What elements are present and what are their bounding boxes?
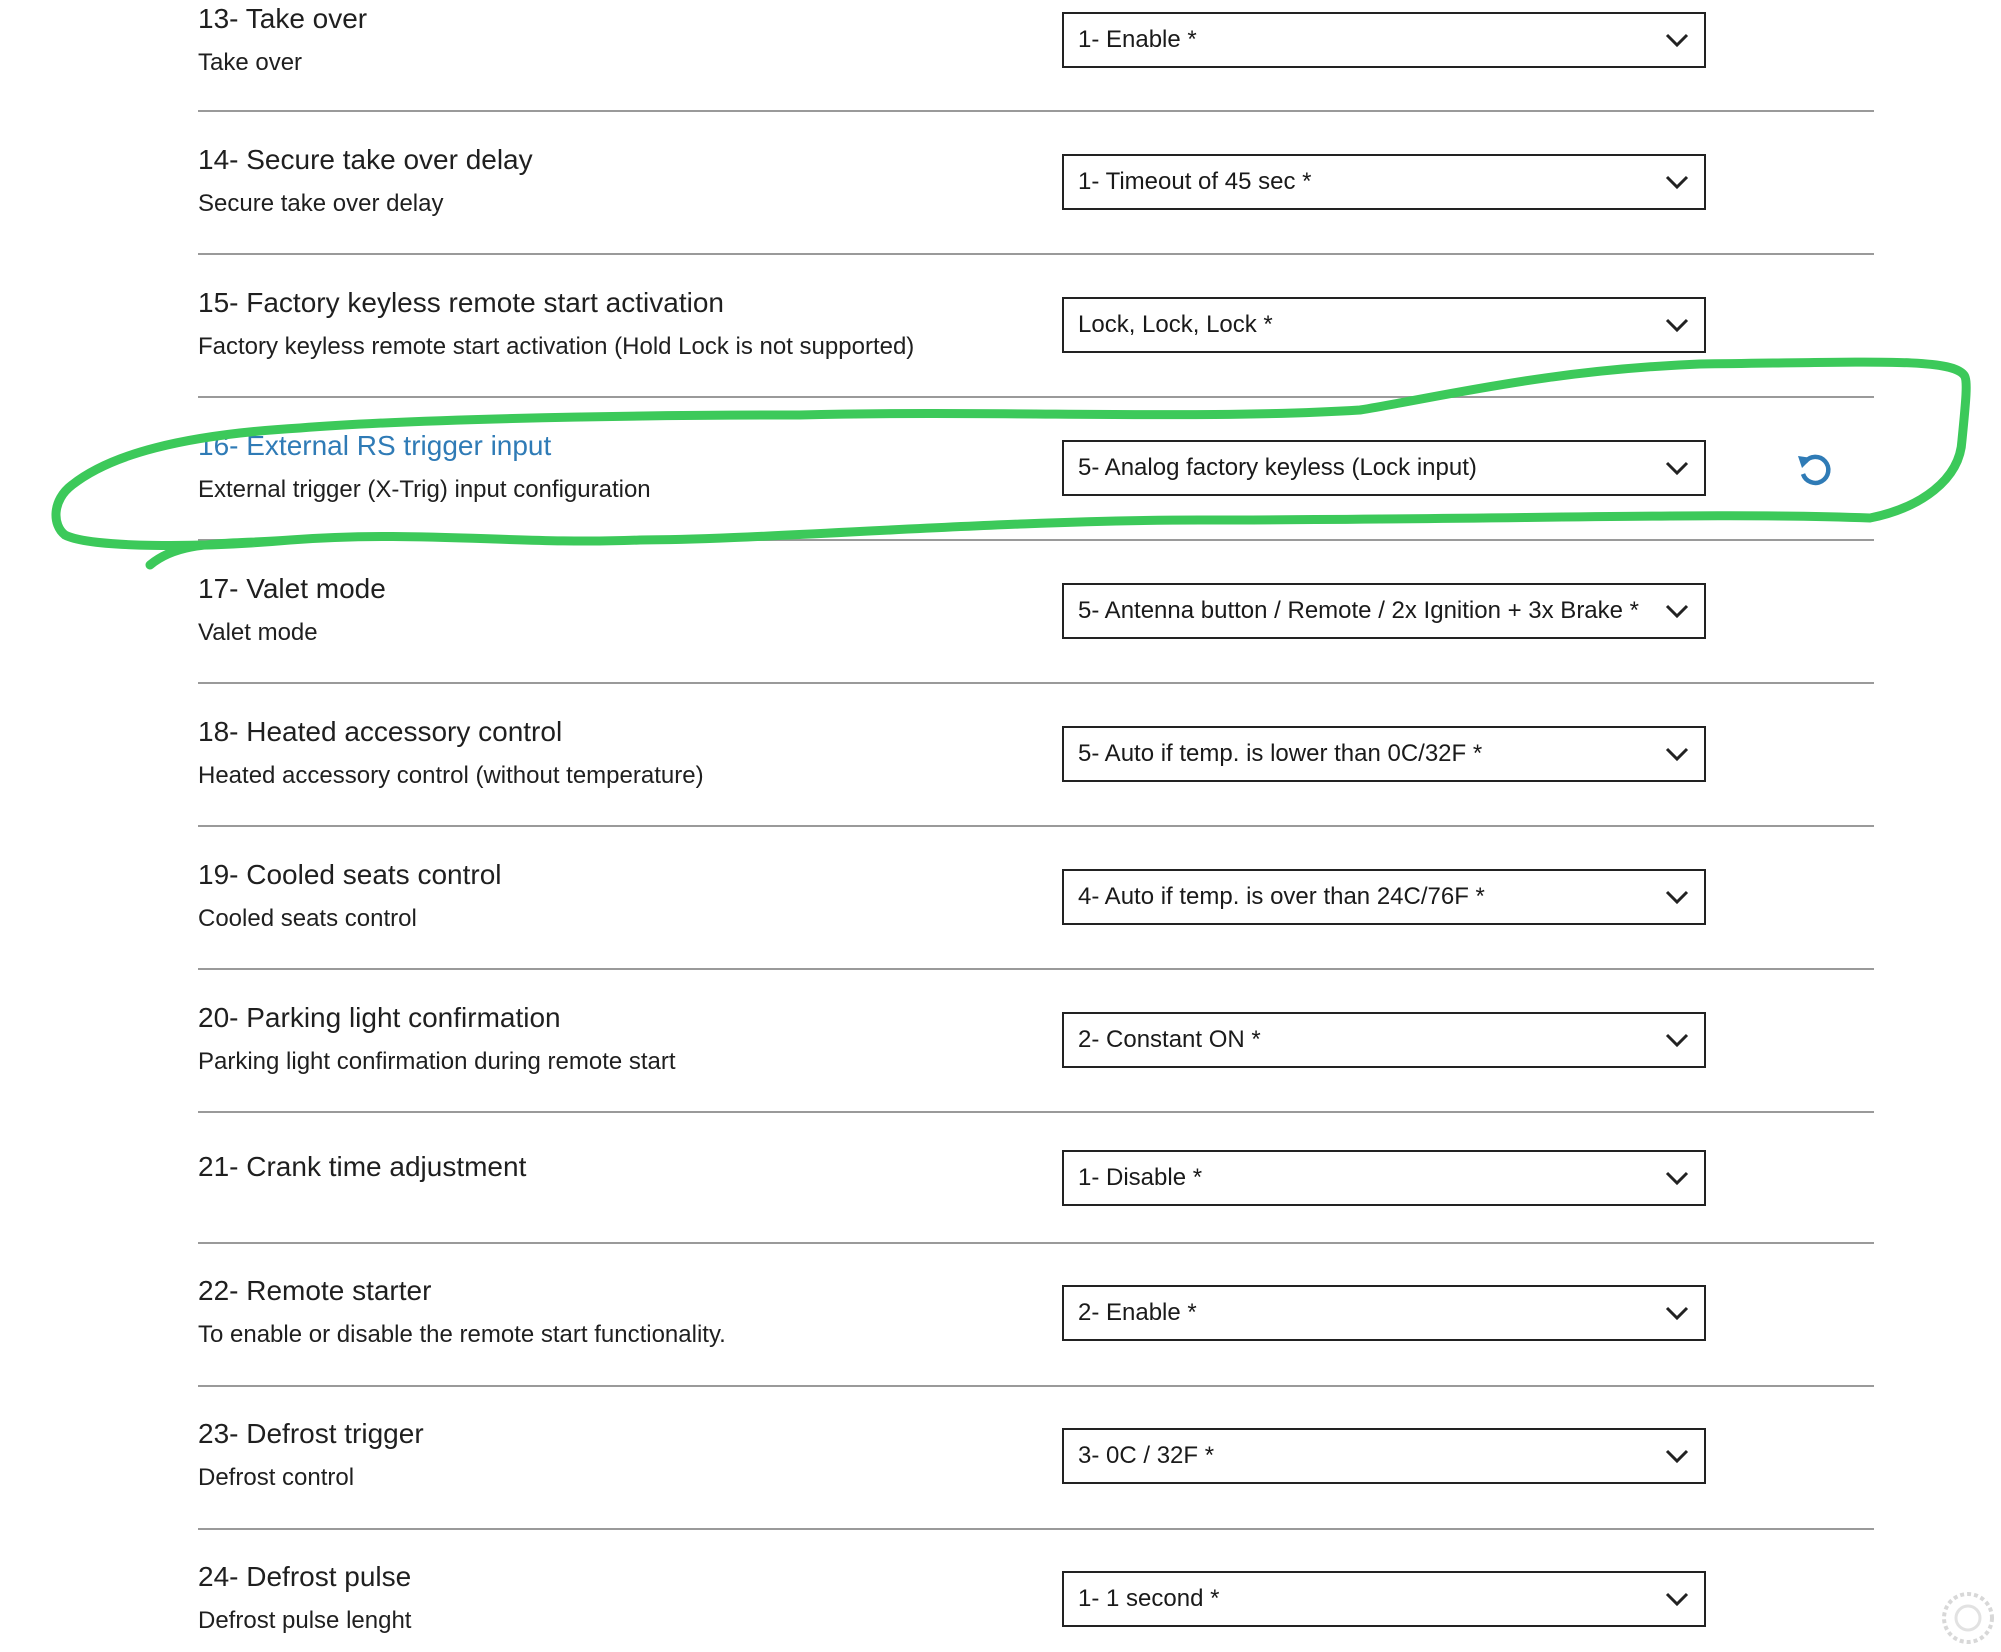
row-divider	[198, 396, 1874, 398]
select-value: 1- 1 second *	[1078, 1585, 1220, 1612]
row-divider	[198, 682, 1874, 684]
chevron-down-icon	[1664, 172, 1690, 192]
setting-title: 17- Valet mode	[198, 573, 386, 604]
row-divider	[198, 539, 1874, 541]
select-value: Lock, Lock, Lock *	[1078, 311, 1273, 338]
row-divider	[198, 1111, 1874, 1113]
setting-title: 20- Parking light confirmation	[198, 1002, 561, 1033]
setting-select-14[interactable]	[1062, 154, 1706, 210]
select-value: 5- Auto if temp. is lower than 0C/32F *	[1078, 740, 1483, 767]
row-divider	[198, 1385, 1874, 1387]
setting-description: Defrost pulse lenght	[198, 1607, 412, 1634]
select-value: 4- Auto if temp. is over than 24C/76F *	[1078, 883, 1485, 910]
setting-title: 23- Defrost trigger	[198, 1418, 424, 1449]
setting-title: 13- Take over	[198, 3, 368, 34]
select-value: 5- Antenna button / Remote / 2x Ignition + 3x Brake *	[1078, 597, 1640, 624]
chevron-down-icon	[1664, 1589, 1690, 1609]
setting-select-16[interactable]	[1062, 440, 1706, 496]
setting-select-20[interactable]	[1062, 1012, 1706, 1068]
select-value: 2- Constant ON *	[1078, 1026, 1261, 1053]
setting-description: Secure take over delay	[198, 190, 444, 217]
chevron-down-icon	[1664, 601, 1690, 621]
row-divider	[198, 1528, 1874, 1530]
setting-title: 14- Secure take over delay	[198, 144, 533, 175]
row-divider	[198, 825, 1874, 827]
chevron-down-icon	[1664, 1168, 1690, 1188]
setting-description: Parking light confirmation during remote start	[198, 1048, 676, 1075]
chevron-down-icon	[1664, 30, 1690, 50]
select-value: 1- Disable *	[1078, 1164, 1203, 1191]
setting-title: 21- Crank time adjustment	[198, 1151, 527, 1182]
setting-title: 18- Heated accessory control	[198, 716, 563, 747]
select-value: 2- Enable *	[1078, 1299, 1197, 1326]
row-divider	[198, 1242, 1874, 1244]
setting-description: To enable or disable the remote start functionality.	[198, 1321, 726, 1348]
reset-icon[interactable]	[1795, 450, 1835, 490]
row-divider	[198, 253, 1874, 255]
setting-title-modified[interactable]: 16- External RS trigger input	[198, 430, 552, 461]
chevron-down-icon	[1664, 458, 1690, 478]
setting-select-15[interactable]	[1062, 297, 1706, 353]
setting-description: External trigger (X-Trig) input configuration	[198, 476, 651, 503]
chevron-down-icon	[1664, 315, 1690, 335]
chevron-down-icon	[1664, 1303, 1690, 1323]
setting-select-19[interactable]	[1062, 869, 1706, 925]
setting-description: Valet mode	[198, 619, 318, 646]
chevron-down-icon	[1664, 1446, 1690, 1466]
setting-title: 22- Remote starter	[198, 1275, 432, 1306]
setting-title: 15- Factory keyless remote start activation	[198, 287, 724, 318]
select-value: 1- Enable *	[1078, 26, 1197, 53]
setting-select-13[interactable]	[1062, 12, 1706, 68]
setting-select-24[interactable]	[1062, 1571, 1706, 1627]
setting-select-17[interactable]	[1062, 583, 1706, 639]
row-divider	[198, 968, 1874, 970]
chevron-down-icon	[1664, 887, 1690, 907]
select-value: 5- Analog factory keyless (Lock input)	[1078, 454, 1477, 481]
chevron-down-icon	[1664, 1030, 1690, 1050]
setting-description: Cooled seats control	[198, 905, 417, 932]
setting-select-23[interactable]	[1062, 1428, 1706, 1484]
setting-description: Heated accessory control (without temperature)	[198, 762, 704, 789]
row-divider	[198, 110, 1874, 112]
setting-select-21[interactable]	[1062, 1150, 1706, 1206]
watermark-icon	[1940, 1590, 1996, 1646]
select-value: 3- 0C / 32F *	[1078, 1442, 1215, 1469]
chevron-down-icon	[1664, 744, 1690, 764]
setting-description: Factory keyless remote start activation (Hold Lock is not supported)	[198, 333, 915, 360]
setting-title: 24- Defrost pulse	[198, 1561, 412, 1592]
setting-description: Defrost control	[198, 1464, 355, 1491]
setting-description: Take over	[198, 49, 303, 76]
setting-title: 19- Cooled seats control	[198, 859, 502, 890]
setting-select-22[interactable]	[1062, 1285, 1706, 1341]
select-value: 1- Timeout of 45 sec *	[1078, 168, 1312, 195]
setting-select-18[interactable]	[1062, 726, 1706, 782]
